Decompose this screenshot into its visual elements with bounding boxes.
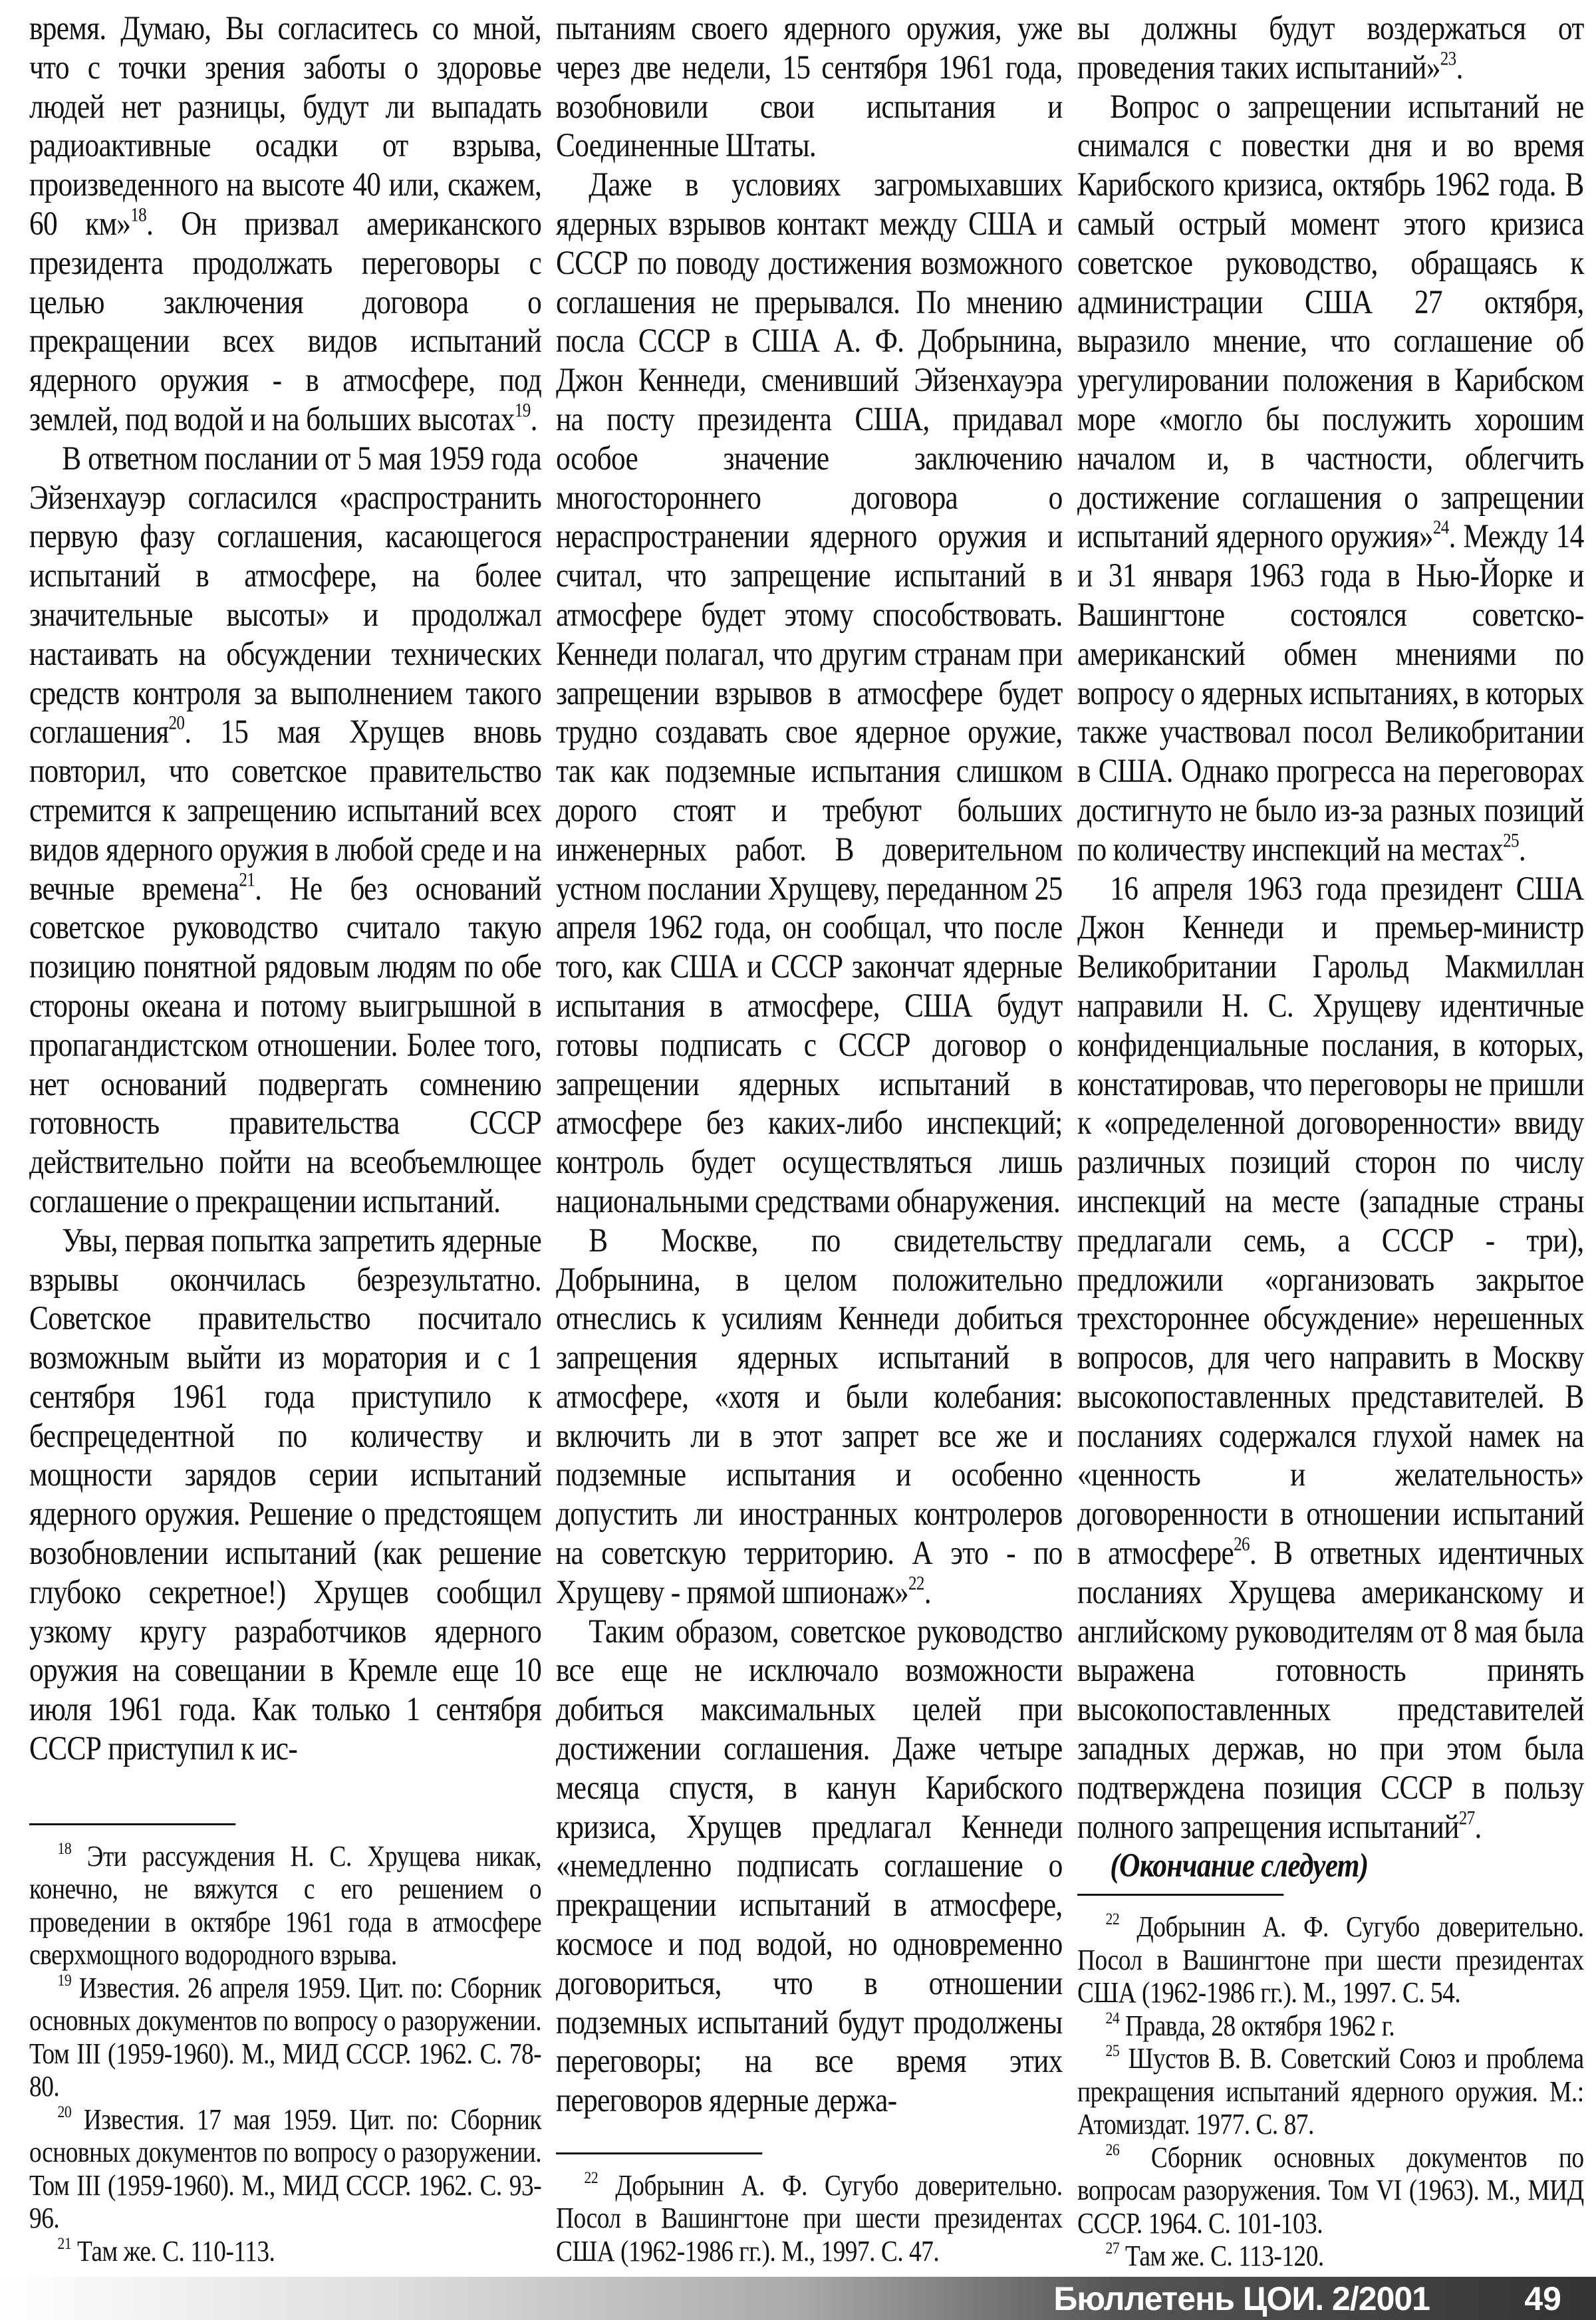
footnote-ref: 22: [908, 1573, 924, 1595]
footnote-number: 22: [584, 2167, 598, 2187]
footnote-ref: 27: [1458, 1807, 1475, 1829]
footnote-number: 22: [1105, 1909, 1120, 1929]
paragraph: В Москве, по свидетельству Добрынина, в целом положительно отнеслись к усилиям Кеннеди добиться запрещения ядерных испытаний в атмосфере, «хотя и были колебания: включить ли в этот запрет все же и подземные испытания и особенно допустить ли иностранных контролеров на советскую территорию. А это - по Хрущеву - прямой шпионаж»$^{22}$.: [556, 1222, 1063, 1611]
paragraph: вы должны будут воздержаться от проведения таких испытаний»$^{23}$.: [1077, 10, 1584, 86]
footnote-ref: 23: [1440, 48, 1456, 70]
footnote-ref: 26: [1234, 1533, 1250, 1555]
column-1: [29, 9, 541, 2267]
footnote-ref: 20: [168, 712, 185, 734]
footnote-number: 19: [57, 1970, 72, 1990]
footnote-divider: [1077, 1894, 1283, 1896]
paragraph: Вопрос о запрещении испытаний не снимался с повестки дня и во время Карибского кризиса, октябрь 1962 года. В самый острый момент этого кризиса советское руководство, обращаясь к администрации США 27 октября, выразило мнение, что соглашение об урегулировании положения в Карибском море «могло бы послужить хорошим началом и, в частности, облегчить достижение соглашения о запрещении испытаний ядерного оружия»$^{24}$. Между 14 и 31 января 1963 года в Нью-Йорке и Вашингтоне состоялся советско-американский обмен мнениями по вопросу о ядерных испытаниях, в которых также участвовал посол Великобритании в США. Однако прогресса на переговорах достигнуто не было из-за разных позиций по количеству инспекций на местах$^{25}$.: [1077, 88, 1584, 868]
footnote-number: 24: [1105, 2007, 1120, 2027]
paragraph: Увы, первая попытка запретить ядерные взрывы окончилась безрезультатно. Советское правительство посчитало возможным выйти из моратория и с 1 сентября 1961 года приступило к беспрецедентной по количеству и мощности зарядов серии испытаний ядерного оружия. Решение о предстоящем возобновлении испытаний (как решение глубоко секретное!) Хрущев сообщил узкому кругу разработчиков ядерного оружия на совещании в Кремле еще 10 июля 1961 года. Как только 1 сентября СССР приступил к ис-: [29, 1222, 542, 1768]
footnote: $^{20}$ Известия. 17 мая 1959. Цит. по: Сборник основных документов по вопросу о разоружении. Том III (1959-1960). М., МИД СССР. 1962. С. 93-96.: [29, 2101, 542, 2234]
paragraph: время. Думаю, Вы согласитесь со мной, что с точки зрения заботы о здоровье людей нет разницы, будут ли выпадать радиоактивные осадки от взрыва, произведенного на высоте 40 или, скажем, 60 км»$^{18}$. Он призвал американского президента продолжать переговоры с целью заключения договора о прекращении всех видов испытаний ядерного оружия - в атмосфере, под землей, под водой и на больших высотах$^{19}$.: [29, 10, 542, 438]
footnote: $^{19}$ Известия. 26 апреля 1959. Цит. по: Сборник основных документов по вопросу о разоружении. Том III (1959-1960). М., МИД СССР. 1962. С. 78-80.: [29, 1970, 542, 2103]
footnote: $^{25}$ Шустов В. В. Советский Союз и проблема прекращения испытаний ядерного оружия. М.: Атомиздат. 1977. С. 87.: [1077, 2041, 1584, 2141]
footnotes-column-3: [1077, 1886, 1584, 2273]
footnote-ref: 24: [1432, 517, 1449, 539]
column-body: [556, 9, 1063, 2121]
footnote: $^{27}$ Там же. С. 113-120.: [1105, 2238, 1324, 2273]
footnote-ref: 21: [239, 868, 255, 890]
column-body: [1077, 9, 1584, 1886]
column-body: [29, 9, 541, 1769]
to-be-continued-note: (Окончание следует): [1110, 1847, 1369, 1885]
footnote-ref: 25: [1503, 830, 1519, 852]
footnote: $^{22}$ Добрынин А. Ф. Сугубо доверительно. Посол в Вашингтоне при шести президентах США (1962-1986 гг.). М., 1997. С. 47.: [556, 2167, 1063, 2267]
footnote: $^{24}$ Правда, 28 октября 1962 г.: [1105, 2007, 1395, 2042]
footnote-number: 18: [57, 1838, 72, 1858]
footnote-number: 27: [1105, 2238, 1120, 2258]
page-footer-bar: [0, 2277, 1596, 2320]
paragraph: пытаниям своего ядерного оружия, уже через две недели, 15 сентября 1961 года, возобновили свои испытания и Соединенные Штаты.: [556, 10, 1063, 165]
footnote-ref: 18: [130, 204, 147, 226]
footnote-number: 21: [57, 2233, 72, 2253]
paragraph: 16 апреля 1963 года президент США Джон Кеннеди и премьер-министр Великобритании Гарольд Макмиллан направили Н. С. Хрущеву идентичные конфиденциальные послания, в которых, констатировав, что переговоры не пришли к «определенной договоренности» ввиду различных позиций сторон по числу инспекций на месте (западные страны предлагали семь, а СССР - три), предложили «организовать закрытое трехстороннее обсуждение» нерешенных вопросов, для чего направить в Москву высокопоставленных представителей. В посланиях содержался глухой намек на «ценность и желательность» договоренности в отношении испытаний в атмосфере$^{26}$. В ответных идентичных посланиях Хрущева американскому и английскому руководителям от 8 мая была выражена готовность принять высокопоставленных представителей западных держав, но при этом была подтверждена позиция СССР в пользу полного запрещения испытаний$^{27}$.: [1077, 870, 1584, 1846]
footnote-number: 25: [1105, 2041, 1120, 2061]
footnote: $^{21}$ Там же. С. 110-113.: [57, 2233, 275, 2267]
footnote: $^{26}$ Сборник основных документов по вопросам разоружения. Том VI (1963). М., МИД СССР. 1964. С. 101-103.: [1077, 2139, 1584, 2240]
footnote-ref: 19: [514, 400, 531, 422]
footnote: $^{18}$ Эти рассуждения Н. С. Хрущева никак, конечно, не вяжутся с его решением о проведении в октябре 1961 года в атмосфере сверхмощного водородного взрыва.: [29, 1838, 542, 1971]
paragraph: Даже в условиях загромыхавших ядерных взрывов контакт между США и СССР по поводу достижения возможного соглашения не прерывался. По мнению посла СССР в США А. Ф. Добрынина, Джон Кеннеди, сменивший Эйзенхауэра на посту президента США, придавал особое значение заключению многостороннего договора о нераспространении ядерного оружия и считал, что запрещение испытаний в атмосфере будет этому способствовать. Кеннеди полагал, что другим странам при запрещении взрывов в атмосфере будет трудно создавать свое ядерное оружие, так как подземные испытания слишком дорого стоят и требуют больших инженерных работ. В доверительном устном послании Хрущеву, переданном 25 апреля 1962 года, он сообщал, что после того, как США и СССР закончат ядерные испытания в атмосфере, США будут готовы подписать с СССР договор о запрещении ядерных испытаний в атмосфере без каких-либо инспекций; контроль будет осуществляться лишь национальными средствами обнаружения.: [556, 166, 1063, 1220]
footnotes-column-1: [29, 1815, 541, 2268]
column-2: [556, 9, 1063, 2267]
footnote-number: 26: [1105, 2139, 1120, 2159]
paragraph: В ответном послании от 5 мая 1959 года Эйзенхауэр согласился «распространить первую фазу соглашения, касающегося испытаний в атмосфере, на более значительные высоты» и продолжал настаивать на обсуждении технических средств контроля за выполнением такого соглашения$^{20}$. 15 мая Хрущев вновь повторил, что советское правительство стремится к запрещению испытаний всех видов ядерного оружия в любой среде и на вечные времена$^{21}$. Не без оснований советское руководство считало такую позицию понятной рядовым людям по обе стороны океана и потому выигрышной в пропагандистском отношении. Более того, нет оснований подвергать сомнению готовность правительства СССР действительно пойти на всеобъемлющее соглашение о прекращении испытаний.: [29, 440, 542, 1220]
paragraph: Таким образом, советское руководство все еще не исключало возможности добиться максимальных целей при достижении соглашения. Даже четыре месяца спустя, в канун Карибского кризиса, Хрущев предлагал Кеннеди «немедленно подписать соглашение о прекращении испытаний в атмосфере, космосе и под водой, но одновременно договориться, что в отношении подземных испытаний будут продолжены переговоры; на все время этих переговоров ядерные держа-: [556, 1612, 1063, 2120]
footnote-number: 20: [57, 2101, 72, 2121]
footnotes-column-2: [556, 2144, 1063, 2268]
footnote-divider: [29, 1823, 235, 1825]
journal-title: Бюллетень ЦОИ. 2/2001: [1053, 2280, 1430, 2317]
footnote: $^{22}$ Добрынин А. Ф. Сугубо доверительно. Посол в Вашингтоне при шести президентах США (1962-1986 гг.). М., 1997. С. 54.: [1077, 1909, 1584, 2009]
page-number: 49: [1524, 2280, 1561, 2317]
column-3: [1077, 9, 1584, 2273]
footnote-divider: [556, 2152, 762, 2154]
